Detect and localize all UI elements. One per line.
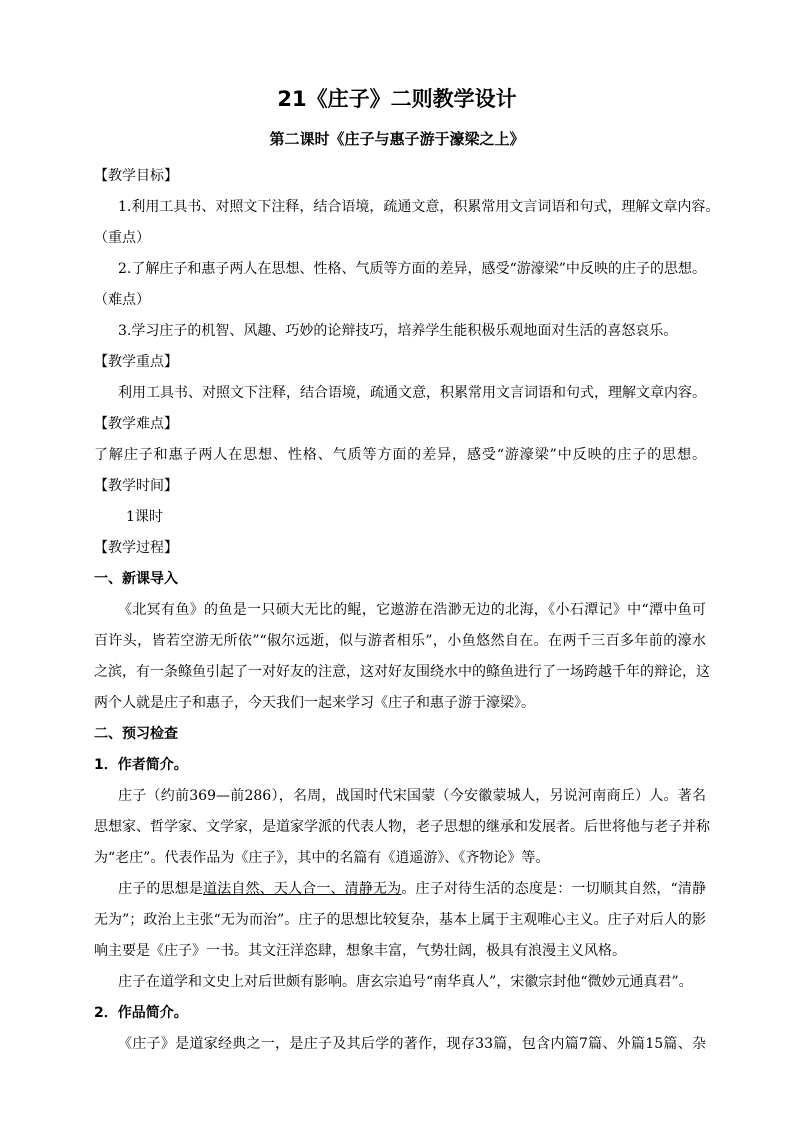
- author-line-1: 庄子（约前369—前286），名周，战国时代宋国蒙（今安徽蒙城人，另说河南商丘）人。著名: [118, 788, 706, 804]
- objective-1-line-2: （重点）: [94, 230, 150, 246]
- intro-line-2: 百许头，皆若空游无所依”“俶尔远逝，似与游者相乐”，小鱼悠然自在。在两千三百多年前的濠水: [94, 633, 706, 649]
- page-subtitle: 第二课时《庄子与惠子游于濠梁之上》: [269, 130, 525, 148]
- thought-line-3: 响主要是《庄子》一书。其文汪洋恣肆，想象丰富，气势壮阔，极具有浪漫主义风格。: [94, 943, 626, 959]
- thought-line-1: [118, 878, 706, 900]
- time-text: 1课时: [126, 509, 163, 525]
- difficulty-text: 了解庄子和惠子两人在思想、性格、气质等方面的差异，感受“游濠梁”中反映的庄子的思想。: [94, 447, 706, 463]
- author-intro-heading: 1．作者简介。: [94, 757, 188, 773]
- part-2-heading: 二、预习检查: [94, 726, 178, 742]
- objective-2-line-1: 2.了解庄子和惠子两人在思想、性格、气质等方面的差异，感受“游濠梁”中反映的庄子的思想。: [118, 261, 706, 277]
- thought-prefix: 庄子的思想是: [118, 881, 204, 897]
- key-points-heading: 【教学重点】: [94, 354, 178, 370]
- work-line-1: 《庄子》是道家经典之一，是庄子及其后学的著作，现存33篇，包含内篇7篇、外篇15篇、杂: [118, 1036, 706, 1052]
- time-heading: 【教学时间】: [94, 478, 178, 494]
- part-1-heading: 一、新课导入: [94, 571, 178, 587]
- honor-line: 庄子在道学和文史上对后世颇有影响。唐玄宗追号“南华真人”，宋徽宗封他“微妙元通真君”。: [118, 974, 693, 990]
- intro-line-1: 《北冥有鱼》的鱼是一只硕大无比的鲲，它遨游在浩渺无边的北海，《小石潭记》中“潭中鱼可: [118, 602, 706, 618]
- objective-3: 3.学习庄子的机智、风趣、巧妙的论辩技巧，培养学生能积极乐观地面对生活的喜怒哀乐。: [118, 323, 678, 339]
- key-points-text: 利用工具书、对照文下注释，结合语境，疏通文意，积累常用文言词语和句式，理解文章内容。: [118, 385, 706, 401]
- thought-suffix: 。庄子对待生活的态度是：一切顺其自然，“清静: [401, 881, 707, 897]
- intro-line-4: 两个人就是庄子和惠子，今天我们一起来学习《庄子和惠子游于濠梁》。: [94, 695, 535, 711]
- thought-line-2: 无为”；政治上主张“无为而治”。庄子的思想比较复杂，基本上属于主观唯心主义。庄子对后人的影: [94, 912, 706, 928]
- thought-underlined: 道法自然、天人合一、清静无为: [203, 881, 402, 897]
- process-heading: 【教学过程】: [94, 540, 178, 556]
- difficulty-heading: 【教学难点】: [94, 416, 178, 432]
- intro-line-3: 之滨，有一条鲦鱼引起了一对好友的注意，这对好友围绕水中的鲦鱼进行了一场跨越千年的辩论，这: [94, 664, 710, 680]
- objective-1-line-1: 1.利用工具书、对照文下注释，结合语境，疏通文意，积累常用文言词语和句式，理解文章内容。: [118, 199, 720, 215]
- objectives-heading: 【教学目标】: [94, 168, 178, 184]
- work-intro-heading: 2．作品简介。: [94, 1005, 188, 1021]
- objective-2-line-2: （难点）: [94, 292, 150, 308]
- author-line-3: 为“老庄”。代表作品为《庄子》，其中的名篇有《逍遥游》、《齐物论》等。: [94, 850, 550, 866]
- page-title: 21《庄子》二则教学设计: [277, 87, 517, 111]
- author-line-2: 思想家、哲学家、文学家，是道家学派的代表人物，老子思想的继承和发展者。后世将他与老子并称: [94, 819, 710, 835]
